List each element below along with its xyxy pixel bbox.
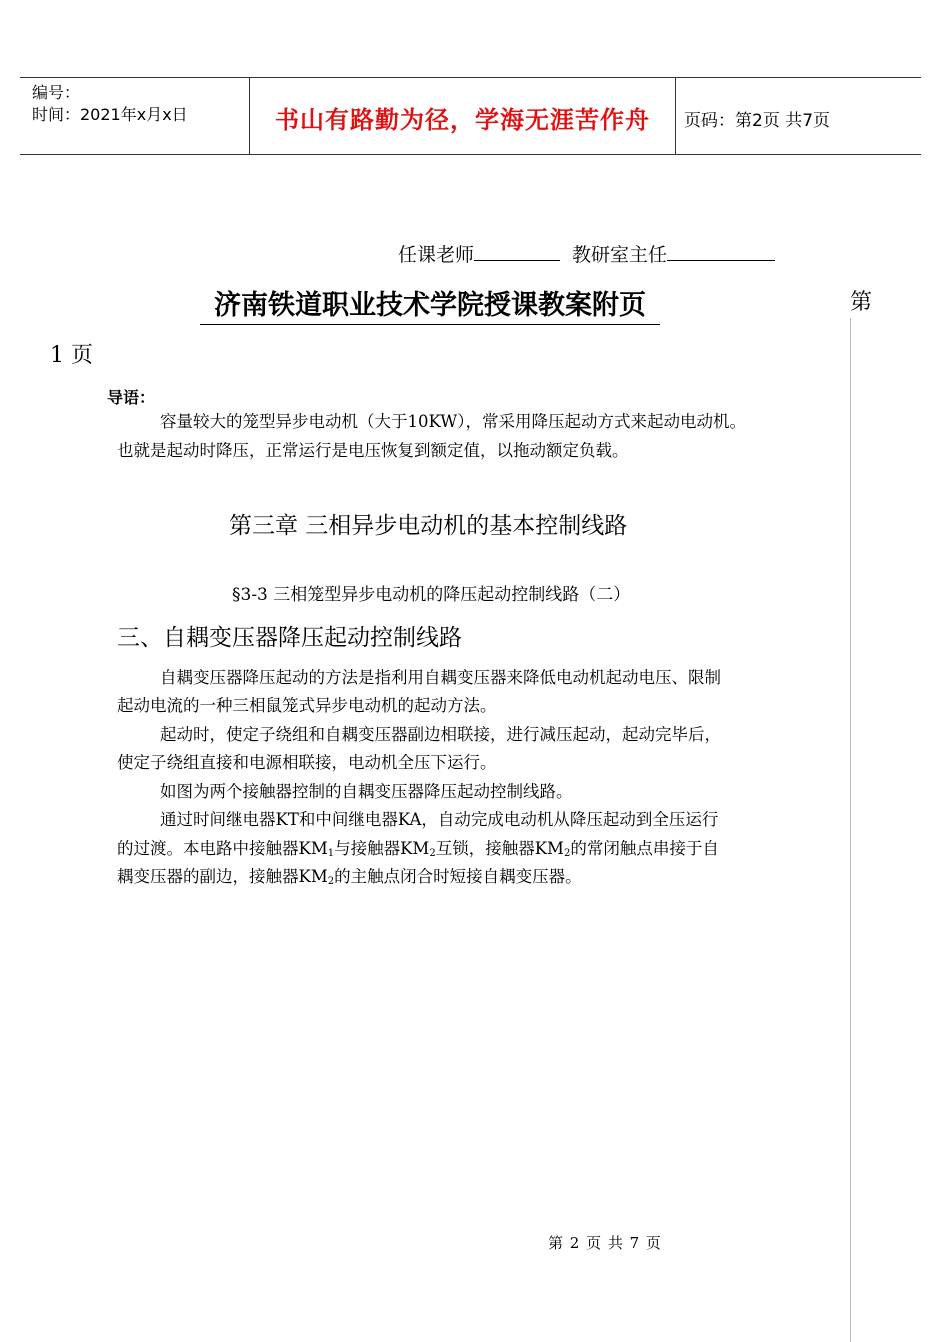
header-time-label: 时间：2021年x月x日	[32, 105, 188, 124]
sub-heading: 三、自耦变压器降压起动控制线路	[117, 625, 462, 651]
director-blank	[667, 242, 775, 261]
page-marker-di: 第	[850, 290, 873, 315]
header-meta	[32, 82, 188, 126]
director-label: 教研室主任	[572, 244, 668, 266]
body-p4-line-3-sub: 2	[327, 876, 335, 887]
body-p4-line-2-sub-1: 1	[327, 848, 335, 859]
header-motto: 书山有路勤为径，学海无涯苦作舟	[275, 105, 650, 134]
header-page-info: 页码：第2页 共7页	[684, 111, 831, 131]
header-top-rule	[20, 77, 921, 78]
body-p4-line-2-d: 的常闭触点串接于自	[570, 839, 719, 858]
body-p2-line-1: 起动时，使定子绕组和自耦变压器副边相联接，进行减压起动，起动完毕后，	[160, 725, 721, 744]
page-title: 济南铁道职业技术学院授课教案附页	[200, 283, 660, 325]
body-p4-line-1: 通过时间继电器KT和中间继电器KA，自动完成电动机从降压起动到全压运行	[160, 810, 719, 829]
body-p1-line-1: 自耦变压器降压起动的方法是指利用自耦变压器来降低电动机起动电压、限制	[160, 668, 721, 687]
guide-line-2: 也就是起动时降压，正常运行是电压恢复到额定值，以拖动额定负载。	[117, 441, 629, 460]
body-p4-line-3-a: 耦变压器的副边，接触器KM	[117, 867, 328, 886]
header-divider-right	[675, 77, 676, 155]
guide-line-1: 容量较大的笼型异步电动机（大于10KW），常采用降压起动方式来起动电动机。	[160, 412, 746, 431]
body-p4-line-2-sub-3: 2	[563, 848, 571, 859]
teacher-blank	[474, 242, 560, 261]
body-p4-line-2-sub-2: 2	[429, 848, 436, 859]
body-p1-line-2: 起动电流的一种三相鼠笼式异步电动机的起动方法。	[117, 696, 497, 715]
teacher-signature-line	[398, 240, 775, 267]
header-code-label: 编号：	[32, 83, 81, 102]
header-bottom-rule	[20, 154, 921, 155]
right-margin-rule	[850, 318, 851, 1342]
guide-label: 导语：	[107, 388, 156, 407]
body-p2-line-2: 使定子绕组直接和电源相联接，电动机全压下运行。	[117, 753, 497, 772]
body-p4-line-3-b: 的主触点闭合时短接自耦变压器。	[334, 867, 582, 886]
body-p4-line-3	[117, 863, 582, 896]
body-p4-line-2-b: 与接触器KM	[334, 839, 430, 858]
teacher-label: 任课老师	[398, 244, 475, 266]
body-p4-line-2-a: 的过渡。本电路中接触器KM	[117, 839, 328, 858]
body-p4-line-2-c: 互锁，接触器KM	[435, 839, 564, 858]
section-heading: §3-3 三相笼型异步电动机的降压起动控制线路（二）	[232, 585, 631, 605]
page-footer: 第 2 页 共 7 页	[548, 1234, 662, 1252]
chapter-heading: 第三章 三相异步电动机的基本控制线路	[229, 513, 628, 539]
page-marker-number: 1 页	[50, 343, 93, 368]
body-p3-line-1: 如图为两个接触器控制的自耦变压器降压起动控制线路。	[160, 782, 573, 801]
